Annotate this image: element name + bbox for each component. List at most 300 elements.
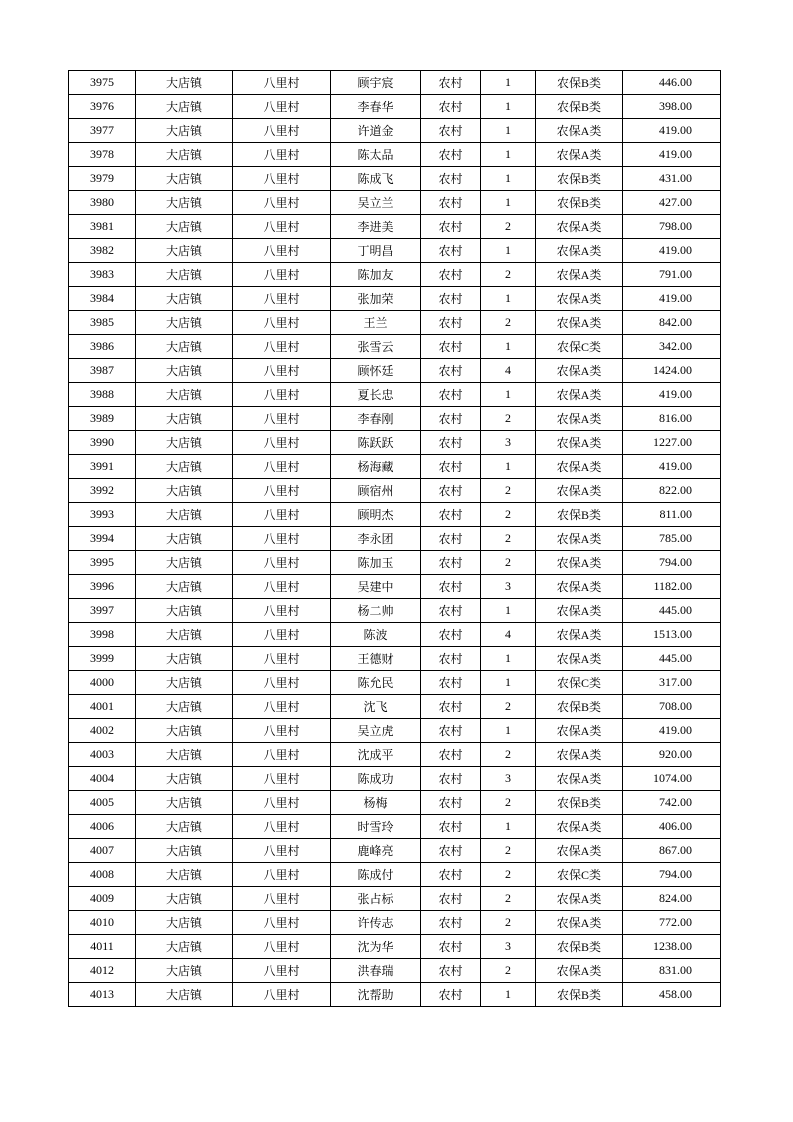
table-cell-name: 李春刚	[331, 407, 421, 431]
table-cell-name: 吴立兰	[331, 191, 421, 215]
table-cell-amount: 798.00	[623, 215, 721, 239]
table-cell-village: 八里村	[233, 383, 331, 407]
table-cell-amount: 785.00	[623, 527, 721, 551]
table-cell-town: 大店镇	[136, 383, 233, 407]
table-cell-village: 八里村	[233, 815, 331, 839]
table-cell-village: 八里村	[233, 191, 331, 215]
table-cell-amount: 1513.00	[623, 623, 721, 647]
table-cell-village: 八里村	[233, 311, 331, 335]
table-cell-amount: 831.00	[623, 959, 721, 983]
table-row	[69, 71, 721, 95]
table-cell-amount: 419.00	[623, 143, 721, 167]
table-cell-name: 鹿峰亮	[331, 839, 421, 863]
table-cell-count: 1	[481, 287, 536, 311]
table-cell-amount: 742.00	[623, 791, 721, 815]
table-cell-count: 1	[481, 671, 536, 695]
table-row	[69, 935, 721, 959]
table-cell-count: 2	[481, 311, 536, 335]
table-cell-amount: 458.00	[623, 983, 721, 1007]
table-cell-category: 农保A类	[536, 575, 623, 599]
table-row	[69, 191, 721, 215]
table-cell-name: 陈允民	[331, 671, 421, 695]
table-cell-category: 农保A类	[536, 551, 623, 575]
table-cell-id: 4010	[69, 911, 136, 935]
table-row	[69, 239, 721, 263]
table-cell-village: 八里村	[233, 287, 331, 311]
table-cell-residence: 农村	[421, 983, 481, 1007]
table-cell-residence: 农村	[421, 119, 481, 143]
table-cell-village: 八里村	[233, 215, 331, 239]
table-cell-residence: 农村	[421, 719, 481, 743]
table-cell-name: 顾怀廷	[331, 359, 421, 383]
table-cell-residence: 农村	[421, 887, 481, 911]
table-cell-amount: 842.00	[623, 311, 721, 335]
table-cell-town: 大店镇	[136, 959, 233, 983]
table-cell-town: 大店镇	[136, 359, 233, 383]
table-cell-town: 大店镇	[136, 527, 233, 551]
table-cell-town: 大店镇	[136, 935, 233, 959]
table-cell-id: 4009	[69, 887, 136, 911]
table-cell-residence: 农村	[421, 311, 481, 335]
table-cell-name: 沈帮助	[331, 983, 421, 1007]
table-cell-count: 1	[481, 143, 536, 167]
table-cell-town: 大店镇	[136, 647, 233, 671]
table-cell-town: 大店镇	[136, 911, 233, 935]
table-row	[69, 575, 721, 599]
table-cell-town: 大店镇	[136, 167, 233, 191]
table-cell-name: 洪春瑞	[331, 959, 421, 983]
table-cell-category: 农保B类	[536, 191, 623, 215]
table-cell-town: 大店镇	[136, 695, 233, 719]
table-row	[69, 143, 721, 167]
table-cell-id: 3985	[69, 311, 136, 335]
table-cell-village: 八里村	[233, 143, 331, 167]
table-cell-category: 农保B类	[536, 695, 623, 719]
table-cell-village: 八里村	[233, 527, 331, 551]
table-cell-village: 八里村	[233, 671, 331, 695]
table-cell-town: 大店镇	[136, 575, 233, 599]
table-row	[69, 551, 721, 575]
table-cell-id: 4004	[69, 767, 136, 791]
table-row	[69, 455, 721, 479]
table-cell-residence: 农村	[421, 671, 481, 695]
table-cell-residence: 农村	[421, 839, 481, 863]
table-cell-count: 2	[481, 503, 536, 527]
table-cell-residence: 农村	[421, 623, 481, 647]
table-cell-category: 农保A类	[536, 719, 623, 743]
table-cell-name: 张加荣	[331, 287, 421, 311]
table-cell-town: 大店镇	[136, 287, 233, 311]
table-cell-town: 大店镇	[136, 119, 233, 143]
table-cell-count: 1	[481, 647, 536, 671]
table-cell-count: 1	[481, 599, 536, 623]
table-cell-name: 杨二帅	[331, 599, 421, 623]
table-cell-amount: 419.00	[623, 383, 721, 407]
table-cell-category: 农保A类	[536, 431, 623, 455]
table-cell-category: 农保A类	[536, 239, 623, 263]
table-cell-name: 张占标	[331, 887, 421, 911]
table-cell-residence: 农村	[421, 287, 481, 311]
table-cell-residence: 农村	[421, 215, 481, 239]
table-cell-count: 1	[481, 167, 536, 191]
table-cell-count: 1	[481, 455, 536, 479]
table-cell-id: 3979	[69, 167, 136, 191]
table-cell-town: 大店镇	[136, 767, 233, 791]
table-cell-name: 顾明杰	[331, 503, 421, 527]
table-cell-count: 2	[481, 863, 536, 887]
table-cell-name: 陈加友	[331, 263, 421, 287]
table-cell-amount: 419.00	[623, 119, 721, 143]
table-cell-name: 杨海藏	[331, 455, 421, 479]
table-row	[69, 743, 721, 767]
table-row	[69, 431, 721, 455]
table-cell-amount: 342.00	[623, 335, 721, 359]
table-cell-town: 大店镇	[136, 191, 233, 215]
table-cell-category: 农保C类	[536, 863, 623, 887]
table-cell-count: 2	[481, 263, 536, 287]
table-cell-id: 3992	[69, 479, 136, 503]
table-row	[69, 503, 721, 527]
table-cell-amount: 920.00	[623, 743, 721, 767]
table-cell-name: 王兰	[331, 311, 421, 335]
table-cell-id: 3996	[69, 575, 136, 599]
table-row	[69, 791, 721, 815]
table-cell-name: 王德财	[331, 647, 421, 671]
table-cell-residence: 农村	[421, 95, 481, 119]
table-cell-amount: 445.00	[623, 599, 721, 623]
table-cell-id: 3990	[69, 431, 136, 455]
table-cell-id: 4011	[69, 935, 136, 959]
table-cell-count: 2	[481, 743, 536, 767]
table-cell-name: 许传志	[331, 911, 421, 935]
table-cell-id: 3995	[69, 551, 136, 575]
table-cell-category: 农保A类	[536, 599, 623, 623]
table-cell-name: 陈成飞	[331, 167, 421, 191]
table-cell-amount: 427.00	[623, 191, 721, 215]
table-row	[69, 767, 721, 791]
table-cell-id: 4005	[69, 791, 136, 815]
table-cell-category: 农保A类	[536, 527, 623, 551]
table-row	[69, 95, 721, 119]
table-cell-count: 2	[481, 215, 536, 239]
table-cell-amount: 772.00	[623, 911, 721, 935]
table-cell-residence: 农村	[421, 191, 481, 215]
table-cell-village: 八里村	[233, 647, 331, 671]
table-cell-residence: 农村	[421, 695, 481, 719]
table-cell-id: 3994	[69, 527, 136, 551]
table-cell-id: 3983	[69, 263, 136, 287]
table-cell-town: 大店镇	[136, 791, 233, 815]
table-cell-id: 3977	[69, 119, 136, 143]
table-cell-name: 张雪云	[331, 335, 421, 359]
table-cell-village: 八里村	[233, 95, 331, 119]
table-cell-town: 大店镇	[136, 815, 233, 839]
table-cell-id: 4013	[69, 983, 136, 1007]
table-cell-residence: 农村	[421, 791, 481, 815]
table-cell-town: 大店镇	[136, 839, 233, 863]
table-cell-count: 3	[481, 431, 536, 455]
table-cell-village: 八里村	[233, 863, 331, 887]
table-cell-id: 4007	[69, 839, 136, 863]
table-cell-town: 大店镇	[136, 95, 233, 119]
table-cell-category: 农保A类	[536, 407, 623, 431]
table-cell-count: 2	[481, 551, 536, 575]
table-cell-name: 许道金	[331, 119, 421, 143]
table-row	[69, 623, 721, 647]
table-row	[69, 215, 721, 239]
table-row	[69, 119, 721, 143]
table-row	[69, 311, 721, 335]
table-cell-amount: 708.00	[623, 695, 721, 719]
table-cell-village: 八里村	[233, 71, 331, 95]
table-cell-count: 2	[481, 527, 536, 551]
table-cell-town: 大店镇	[136, 263, 233, 287]
table-cell-category: 农保A类	[536, 263, 623, 287]
table-cell-name: 顾宿州	[331, 479, 421, 503]
table-cell-town: 大店镇	[136, 431, 233, 455]
table-cell-village: 八里村	[233, 983, 331, 1007]
table-cell-town: 大店镇	[136, 71, 233, 95]
table-cell-id: 3989	[69, 407, 136, 431]
table-cell-residence: 农村	[421, 599, 481, 623]
table-cell-amount: 794.00	[623, 551, 721, 575]
table-cell-amount: 824.00	[623, 887, 721, 911]
table-cell-amount: 1424.00	[623, 359, 721, 383]
table-row	[69, 815, 721, 839]
roster-table	[68, 70, 721, 1007]
table-cell-category: 农保A类	[536, 119, 623, 143]
table-cell-id: 3999	[69, 647, 136, 671]
table-cell-id: 4008	[69, 863, 136, 887]
table-cell-residence: 农村	[421, 815, 481, 839]
table-cell-amount: 446.00	[623, 71, 721, 95]
table-cell-residence: 农村	[421, 359, 481, 383]
table-cell-name: 陈太品	[331, 143, 421, 167]
table-row	[69, 335, 721, 359]
table-cell-category: 农保B类	[536, 983, 623, 1007]
table-cell-residence: 农村	[421, 383, 481, 407]
table-cell-category: 农保C类	[536, 335, 623, 359]
table-row	[69, 287, 721, 311]
table-cell-category: 农保A类	[536, 383, 623, 407]
table-cell-amount: 794.00	[623, 863, 721, 887]
table-cell-amount: 419.00	[623, 287, 721, 311]
table-cell-count: 1	[481, 719, 536, 743]
table-cell-village: 八里村	[233, 695, 331, 719]
table-row	[69, 647, 721, 671]
table-cell-residence: 农村	[421, 263, 481, 287]
table-cell-residence: 农村	[421, 407, 481, 431]
table-row	[69, 887, 721, 911]
table-cell-amount: 317.00	[623, 671, 721, 695]
table-cell-residence: 农村	[421, 575, 481, 599]
table-cell-count: 2	[481, 959, 536, 983]
table-cell-count: 3	[481, 935, 536, 959]
table-cell-amount: 791.00	[623, 263, 721, 287]
table-cell-name: 顾宇宸	[331, 71, 421, 95]
table-cell-village: 八里村	[233, 431, 331, 455]
table-cell-residence: 农村	[421, 935, 481, 959]
table-cell-id: 3984	[69, 287, 136, 311]
table-cell-category: 农保A类	[536, 647, 623, 671]
table-cell-town: 大店镇	[136, 479, 233, 503]
table-cell-count: 3	[481, 575, 536, 599]
table-cell-town: 大店镇	[136, 311, 233, 335]
table-cell-residence: 农村	[421, 503, 481, 527]
table-cell-category: 农保A类	[536, 287, 623, 311]
table-cell-name: 沈为华	[331, 935, 421, 959]
table-cell-id: 3991	[69, 455, 136, 479]
table-row	[69, 839, 721, 863]
table-cell-residence: 农村	[421, 479, 481, 503]
table-cell-residence: 农村	[421, 647, 481, 671]
table-cell-village: 八里村	[233, 263, 331, 287]
table-cell-category: 农保B类	[536, 791, 623, 815]
table-cell-village: 八里村	[233, 719, 331, 743]
table-cell-count: 1	[481, 983, 536, 1007]
table-cell-residence: 农村	[421, 71, 481, 95]
table-cell-village: 八里村	[233, 791, 331, 815]
table-cell-id: 3993	[69, 503, 136, 527]
table-cell-category: 农保A类	[536, 743, 623, 767]
table-cell-town: 大店镇	[136, 887, 233, 911]
table-cell-residence: 农村	[421, 551, 481, 575]
table-cell-category: 农保A类	[536, 311, 623, 335]
table-cell-amount: 431.00	[623, 167, 721, 191]
table-row	[69, 695, 721, 719]
table-cell-village: 八里村	[233, 479, 331, 503]
table-row	[69, 359, 721, 383]
table-cell-town: 大店镇	[136, 143, 233, 167]
table-cell-residence: 农村	[421, 143, 481, 167]
table-row	[69, 407, 721, 431]
table-cell-count: 2	[481, 911, 536, 935]
table-cell-count: 1	[481, 119, 536, 143]
table-cell-amount: 816.00	[623, 407, 721, 431]
table-cell-count: 4	[481, 359, 536, 383]
table-cell-name: 时雪玲	[331, 815, 421, 839]
table-cell-id: 3981	[69, 215, 136, 239]
table-cell-count: 1	[481, 239, 536, 263]
table-cell-name: 吴立虎	[331, 719, 421, 743]
table-cell-id: 3986	[69, 335, 136, 359]
table-cell-category: 农保A类	[536, 815, 623, 839]
table-cell-residence: 农村	[421, 239, 481, 263]
table-cell-residence: 农村	[421, 527, 481, 551]
table-cell-category: 农保B类	[536, 71, 623, 95]
table-cell-residence: 农村	[421, 767, 481, 791]
table-cell-name: 陈波	[331, 623, 421, 647]
table-cell-count: 2	[481, 695, 536, 719]
table-cell-id: 3980	[69, 191, 136, 215]
table-cell-count: 2	[481, 407, 536, 431]
table-cell-name: 陈成付	[331, 863, 421, 887]
table-cell-id: 3976	[69, 95, 136, 119]
table-cell-count: 2	[481, 839, 536, 863]
table-cell-amount: 1238.00	[623, 935, 721, 959]
table-cell-amount: 419.00	[623, 719, 721, 743]
table-cell-category: 农保A类	[536, 623, 623, 647]
table-cell-residence: 农村	[421, 863, 481, 887]
table-cell-village: 八里村	[233, 839, 331, 863]
table-cell-amount: 419.00	[623, 455, 721, 479]
table-cell-village: 八里村	[233, 503, 331, 527]
table-cell-amount: 398.00	[623, 95, 721, 119]
table-cell-id: 3975	[69, 71, 136, 95]
table-cell-residence: 农村	[421, 431, 481, 455]
table-cell-name: 夏长忠	[331, 383, 421, 407]
table-cell-village: 八里村	[233, 335, 331, 359]
table-cell-name: 陈跃跃	[331, 431, 421, 455]
table-row	[69, 671, 721, 695]
table-cell-town: 大店镇	[136, 623, 233, 647]
table-cell-village: 八里村	[233, 359, 331, 383]
table-cell-village: 八里村	[233, 455, 331, 479]
table-cell-category: 农保B类	[536, 503, 623, 527]
table-cell-village: 八里村	[233, 551, 331, 575]
table-cell-id: 4000	[69, 671, 136, 695]
table-cell-id: 4012	[69, 959, 136, 983]
table-cell-id: 3998	[69, 623, 136, 647]
table-cell-village: 八里村	[233, 167, 331, 191]
table-cell-id: 3987	[69, 359, 136, 383]
roster-table-body	[69, 71, 721, 1007]
table-cell-residence: 农村	[421, 455, 481, 479]
table-cell-amount: 406.00	[623, 815, 721, 839]
table-row	[69, 383, 721, 407]
table-cell-count: 1	[481, 815, 536, 839]
table-cell-count: 1	[481, 191, 536, 215]
table-cell-category: 农保B类	[536, 95, 623, 119]
table-row	[69, 719, 721, 743]
table-cell-name: 陈加玉	[331, 551, 421, 575]
table-row	[69, 263, 721, 287]
table-cell-residence: 农村	[421, 911, 481, 935]
table-cell-village: 八里村	[233, 599, 331, 623]
table-cell-amount: 822.00	[623, 479, 721, 503]
table-cell-id: 3978	[69, 143, 136, 167]
table-cell-village: 八里村	[233, 935, 331, 959]
table-cell-count: 1	[481, 95, 536, 119]
table-row	[69, 983, 721, 1007]
table-cell-residence: 农村	[421, 959, 481, 983]
table-cell-id: 3982	[69, 239, 136, 263]
table-cell-id: 4006	[69, 815, 136, 839]
table-cell-village: 八里村	[233, 887, 331, 911]
table-cell-residence: 农村	[421, 335, 481, 359]
table-cell-village: 八里村	[233, 911, 331, 935]
table-cell-residence: 农村	[421, 167, 481, 191]
table-cell-name: 杨梅	[331, 791, 421, 815]
table-cell-id: 4001	[69, 695, 136, 719]
table-cell-town: 大店镇	[136, 671, 233, 695]
table-cell-village: 八里村	[233, 743, 331, 767]
table-cell-town: 大店镇	[136, 983, 233, 1007]
table-cell-category: 农保B类	[536, 167, 623, 191]
table-cell-id: 3997	[69, 599, 136, 623]
table-cell-residence: 农村	[421, 743, 481, 767]
table-cell-town: 大店镇	[136, 503, 233, 527]
table-cell-count: 2	[481, 887, 536, 911]
table-cell-category: 农保A类	[536, 143, 623, 167]
table-cell-name: 李永团	[331, 527, 421, 551]
table-cell-category: 农保A类	[536, 767, 623, 791]
table-cell-village: 八里村	[233, 407, 331, 431]
table-row	[69, 599, 721, 623]
table-cell-name: 陈成功	[331, 767, 421, 791]
table-cell-amount: 1074.00	[623, 767, 721, 791]
table-cell-town: 大店镇	[136, 407, 233, 431]
